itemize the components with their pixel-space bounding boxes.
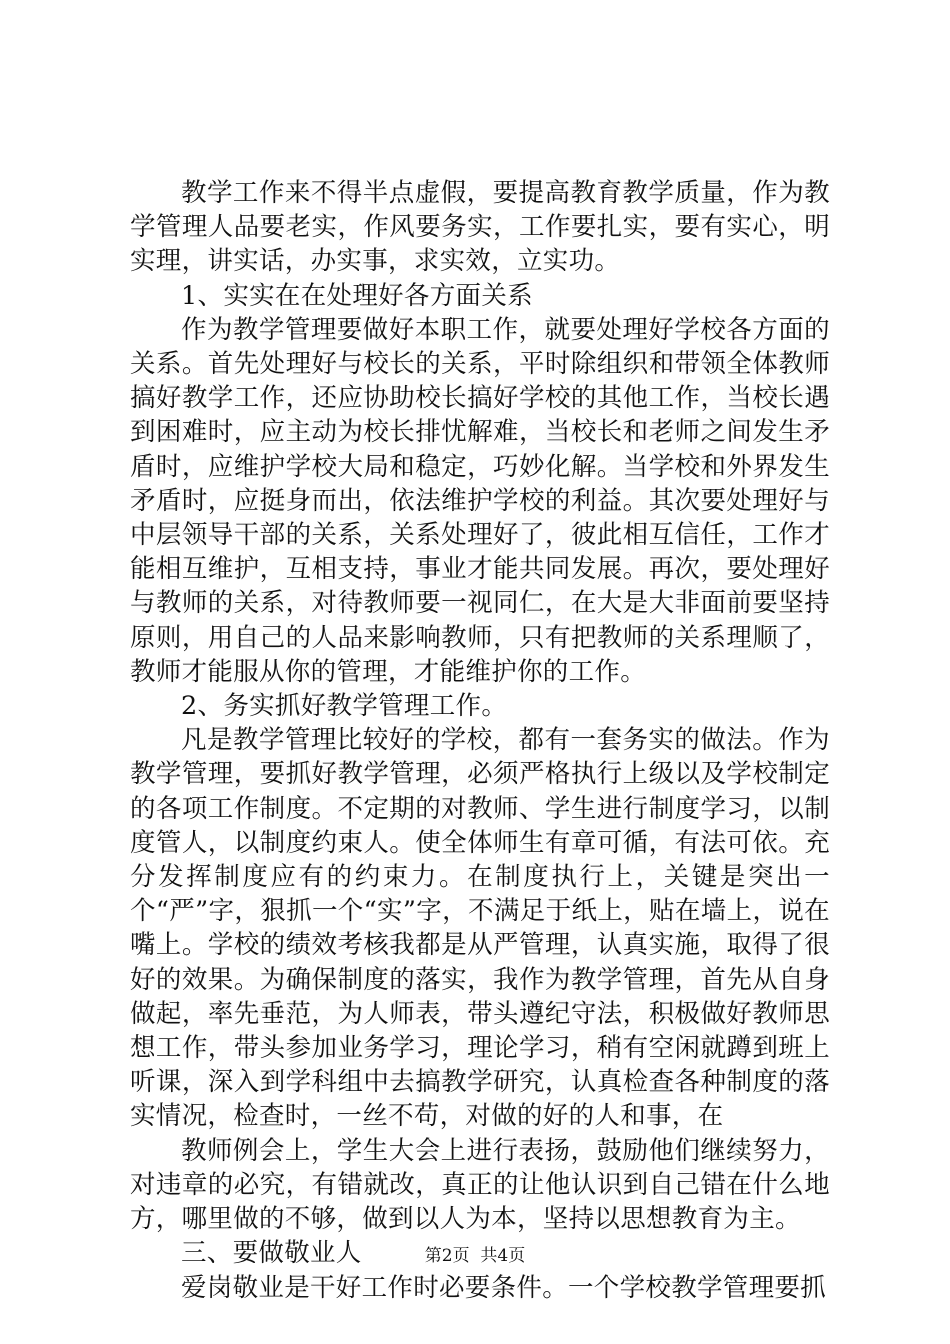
paragraph-intro: 教学工作来不得半点虚假，要提高教育教学质量，作为教学管理人品要老实，作风要务实，工作要扎实，要有实心，明实理，讲实话，办实事，求实效，立实功。: [130, 178, 830, 277]
paragraph-dedication: 爱岗敬业是干好工作时必要条件。一个学校教学管理要抓: [181, 1272, 827, 1303]
section-heading-2: 2、务实抓好教学管理工作。: [181, 691, 508, 722]
paragraph-management: 凡是教学管理比较好的学校，都有一套务实的做法。作为教学管理，要抓好教学管理，必须严格执行上级以及学校制定的各项工作制度。不定期的对教师、学生进行制度学习，以制度管人，以制度约束人。使全体师生有章可循，有法可依。充分发挥制度应有的约束力。在制度执行上，关键是突出一个“严”字，狠抓一个“实”字，不满足于纸上，贴在墙上，说在嘴上。学校的绩效考核我都是从严管理，认真实施，取得了很好的效果。为确保制度的落实，我作为教学管理，首先从自身做起，率先垂范，为人师表，带头遵纪守法，积极做好教师思想工作，带头参加业务学习，理论学习，稍有空闲就蹲到班上听课，深入到学科组中去搞教学研究，认真检查各种制度的落实情况，检查时，一丝不苟，对做的好的人和事，在: [130, 725, 830, 1132]
document-body: [130, 176, 830, 1305]
paragraph-praise: 教师例会上，学生大会上进行表扬，鼓励他们继续努力，对违章的必究，有错就改，真正的让他认识到自己错在什么地方，哪里做的不够，做到以人为本，坚持以思想教育为主。: [130, 1135, 830, 1235]
page-number-footer: 第2页 共4页: [424, 1246, 526, 1266]
paragraph-relations: 作为教学管理要做好本职工作，就要处理好学校各方面的关系。首先处理好与校长的关系，平时除组织和带领全体教师搞好教学工作，还应协助校长搞好学校的其他工作，当校长遇到困难时，应主动为校长排忧解难，当校长和老师之间发生矛盾时，应维护学校大局和稳定，巧妙化解。当学校和外界发生矛盾时，应挺身而出，依法维护学校的利益。其次要处理好与中层领导干部的关系，关系处理好了，彼此相互信任，工作才能相互维护，互相支持，事业才能共同发展。再次，要处理好与教师的关系，对待教师要一视同仁，在大是大非面前要坚持原则，用自己的人品来影响教师，只有把教师的关系理顺了，教师才能服从你的管理，才能维护你的工作。: [130, 314, 830, 687]
section-heading-3: 三、要做敬业人: [181, 1238, 362, 1269]
section-heading-1: 1、实实在在处理好各方面关系: [181, 280, 533, 311]
